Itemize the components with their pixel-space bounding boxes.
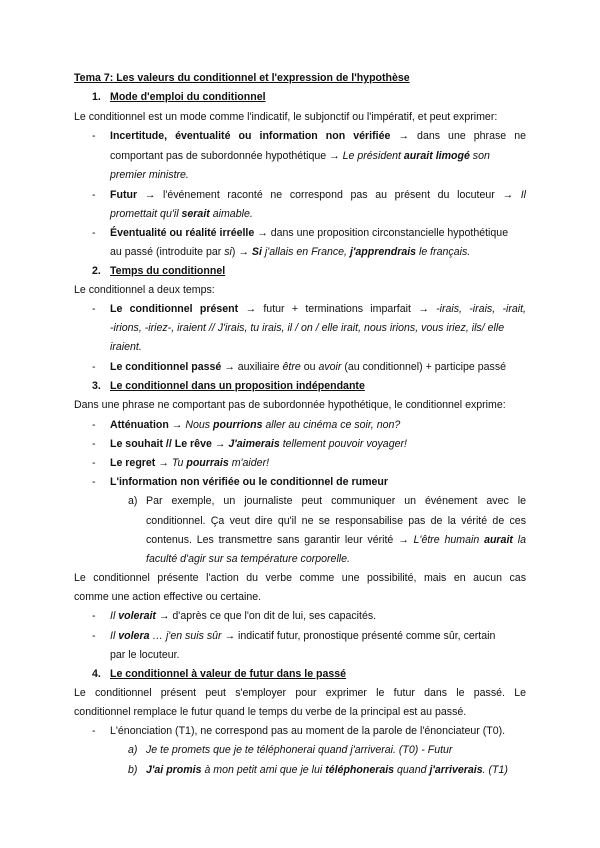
s3-c2-line2: par le locuteur. bbox=[110, 649, 180, 661]
s4-paragraph-line2: conditionnel remplace le futur quand le temps du verbe de la principal est au passé. bbox=[74, 706, 467, 718]
s3-c2-line1: Il volera … j'en suis sûr → indicatif futur, pronostique présenté comme sûr, certain bbox=[110, 630, 496, 642]
section-4-heading: Le conditionnel à valeur de futur dans le passé bbox=[110, 668, 347, 680]
s1-b1-line1: Incertitude, éventualité ou information non vérifiée → dans une phrase ne bbox=[110, 130, 526, 142]
bullet-dash: - bbox=[92, 361, 96, 373]
s3-b1: Atténuation → Nous pourrions aller au cinéma ce soir, non? bbox=[110, 419, 401, 431]
section-4-number: 4. bbox=[92, 668, 101, 680]
s2-b1-line1: Le conditionnel présent → futur + terminations imparfait → -irais, -irais, -irait, bbox=[110, 303, 526, 315]
s1-b2-line1: Futur → l'événement raconté ne correspond pas au présent du locuteur → Il bbox=[110, 189, 526, 201]
section-1-number: 1. bbox=[92, 91, 101, 103]
s3-paragraph-line1: Le conditionnel présente l'action du verbe comme une possibilité, mais en aucun cas bbox=[74, 572, 526, 584]
s3-b2: Le souhait // Le rêve → J'aimerais tellement pouvoir voyager! bbox=[110, 438, 407, 450]
section-2-heading: Temps du conditionnel bbox=[110, 265, 226, 277]
s3-b4-line2: conditionnel. Ça veut dire qu'il ne se responsabilise pas de la vérité de ces bbox=[146, 515, 526, 527]
s4-b-text: J'ai promis à mon petit ami que je lui téléphonerais quand j'arriverais. (T1) bbox=[146, 764, 508, 776]
bullet-dash: - bbox=[92, 610, 96, 622]
bullet-dash: - bbox=[92, 476, 96, 488]
bullet-dash: - bbox=[92, 130, 96, 142]
bullet-dash: - bbox=[92, 227, 96, 239]
section-3-number: 3. bbox=[92, 380, 101, 392]
s3-b4-line4: faculté d'agir sur sa température corporelle. bbox=[146, 553, 350, 565]
section-1-heading: Mode d'emploi du conditionnel bbox=[110, 91, 266, 103]
bullet-dash: - bbox=[92, 438, 96, 450]
s4-a-label: a) bbox=[128, 744, 138, 756]
s3-paragraph-line2: comme une action effective ou certaine. bbox=[74, 591, 262, 603]
s1-b3-line1: Éventualité ou réalité irréelle → dans une proposition circonstancielle hypothétique bbox=[110, 227, 509, 239]
s3-b3: Le regret → Tu pourrais m'aider! bbox=[110, 457, 270, 469]
s1-b3-line2: au passé (introduite par si) → Si j'allais en France, j'apprendrais le français. bbox=[110, 246, 471, 258]
s4-paragraph-line1: Le conditionnel présent peut s'employer pour exprimer le futur dans le passé. Le bbox=[74, 687, 526, 699]
s4-a-text: Je te promets que je te téléphonerai quand j'arriverai. (T0) - Futur bbox=[146, 744, 453, 756]
bullet-dash: - bbox=[92, 630, 96, 642]
bullet-dash: - bbox=[92, 457, 96, 469]
section-3-intro: Dans une phrase ne comportant pas de subordonnée hypothétique, le conditionnel exprime: bbox=[74, 399, 506, 411]
s3-b4-line1: Par exemple, un journaliste peut communiquer un événement avec le bbox=[146, 495, 526, 507]
s3-b4-sub-label: a) bbox=[128, 495, 138, 507]
s1-b2-line2: promettait qu'il serait aimable. bbox=[110, 208, 253, 220]
section-2-number: 2. bbox=[92, 265, 101, 277]
bullet-dash: - bbox=[92, 189, 96, 201]
s4-b-label: b) bbox=[128, 764, 138, 776]
s3-b4-term: L'information non vérifiée ou le conditionnel de rumeur bbox=[110, 476, 388, 488]
s3-b4-line3: contenus. Les transmettre sans garantir leur vérité → L'être humain aurait la bbox=[146, 534, 526, 546]
section-2-intro: Le conditionnel a deux temps: bbox=[74, 284, 215, 296]
bullet-dash: - bbox=[92, 725, 96, 737]
s2-b1-line3: iraient. bbox=[110, 341, 142, 353]
page-title: Tema 7: Les valeurs du conditionnel et l'expression de l'hypothèse bbox=[74, 72, 410, 84]
s2-b1-line2: -irions, -iriez-, iraient // J'irais, tu irais, il / on / elle irait, nous irions, vous iriez, ils/ elle bbox=[110, 322, 505, 334]
section-1-intro: Le conditionnel est un mode comme l'indicatif, le subjonctif ou l'impératif, et peut exprimer: bbox=[74, 111, 498, 123]
s1-b1-line3: premier ministre. bbox=[110, 169, 189, 181]
s2-b2-line1: Le conditionnel passé → auxiliaire être ou avoir (au conditionnel) + participe passé bbox=[110, 361, 507, 373]
bullet-dash: - bbox=[92, 419, 96, 431]
section-3-heading: Le conditionnel dans un proposition indépendante bbox=[110, 380, 365, 392]
s4-b1: L'énonciation (T1), ne correspond pas au moment de la parole de l'énonciateur (T0). bbox=[110, 725, 506, 737]
s1-b1-line2: comportant pas de subordonnée hypothétique → Le président aurait limogé son bbox=[110, 150, 490, 162]
s3-c1: Il volerait → d'après ce que l'on dit de lui, ses capacités. bbox=[110, 610, 377, 622]
bullet-dash: - bbox=[92, 303, 96, 315]
